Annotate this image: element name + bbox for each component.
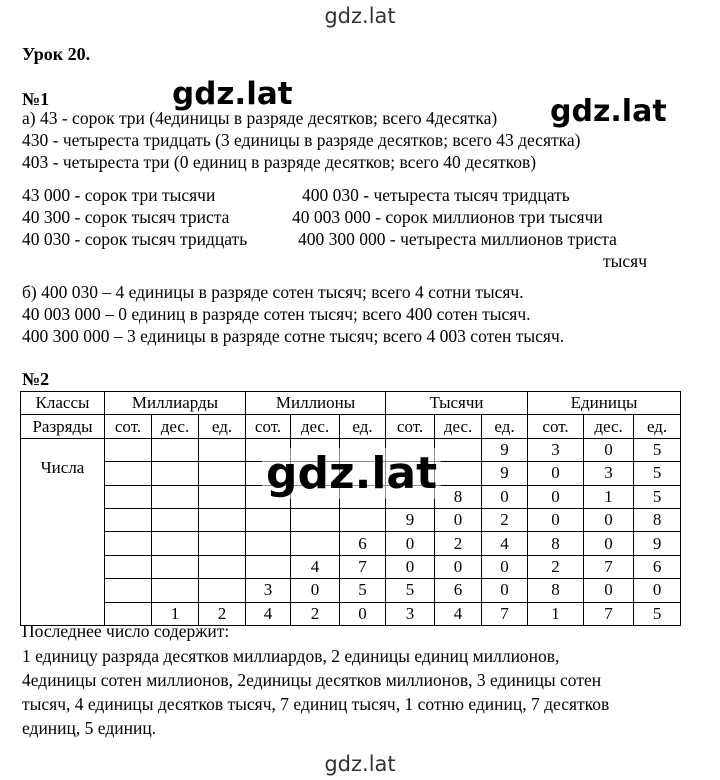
watermark-top: gdz.lat [324,4,396,28]
rank-header: дес. [435,415,482,438]
digit-cell [246,532,291,555]
digit-cell [105,508,152,531]
digit-cell: 0 [291,579,340,602]
conclusion-line: 1 единицу разряда десятков миллиардов, 2 единицы единиц миллионов, [22,646,560,666]
digit-cell [199,438,246,461]
digit-cell: 9 [386,508,435,531]
digit-cell: 0 [584,438,634,461]
digit-cell: 7 [482,602,528,625]
digit-cell: 4 [291,555,340,578]
class-header: Единицы [528,392,681,415]
digit-cell: 5 [634,462,681,485]
digit-cell: 5 [634,438,681,461]
rank-header: дес. [291,415,340,438]
digit-cell [435,438,482,461]
digit-cell: 0 [435,508,482,531]
task1-line-b1: б) 400 030 – 4 единицы в разряде сотен тысяч; всего 4 сотни тысяч. [22,282,524,302]
conclusion-line: единиц, 5 единиц. [22,718,157,738]
digit-cell: 1 [152,602,199,625]
task1-right-wrap: тысяч [603,251,648,271]
table-row [21,532,681,555]
rank-header: дес. [584,415,634,438]
rank-header: ед. [199,415,246,438]
digit-cell: 9 [482,438,528,461]
digit-cell [105,485,152,508]
digit-cell: 7 [584,602,634,625]
table-row [21,392,681,415]
task1-right-item: 40 003 000 - сорок миллионов три тысячи [292,207,603,227]
rank-header: ед. [482,415,528,438]
digit-cell: 0 [386,532,435,555]
digit-cell: 0 [482,485,528,508]
class-header: Миллионы [246,392,386,415]
digit-cell: 4 [246,602,291,625]
digit-cell [152,485,199,508]
digit-cell [152,508,199,531]
digit-cell [105,532,152,555]
rank-header: ед. [340,415,386,438]
task1-heading: №1 [22,89,50,109]
lesson-title: Урок 20. [22,44,91,64]
digit-cell: 8 [634,508,681,531]
digit-cell [435,462,482,485]
digit-cell: 7 [340,555,386,578]
place-value-table [20,391,681,626]
rank-header: дес. [152,415,199,438]
numbers-label: Числа [40,457,85,477]
digit-cell: 5 [634,602,681,625]
conclusion-line: тысяч, 4 единицы десятков тысяч, 7 единиц тысяч, 1 сотню единиц, 7 десятков [22,694,610,714]
rank-header: сот. [105,415,152,438]
ranks-label: Разряды [21,415,105,438]
digit-cell [246,508,291,531]
digit-cell: 3 [528,438,584,461]
digit-cell: 5 [340,579,386,602]
digit-cell: 7 [584,555,634,578]
digit-cell: 0 [584,579,634,602]
classes-label: Классы [21,392,105,415]
task1-right-item: 400 300 000 - четыреста миллионов триста [298,229,617,249]
watermark-bottom: gdz.lat [324,752,396,776]
rank-header: ед. [634,415,681,438]
digit-cell [105,579,152,602]
digit-cell: 2 [528,555,584,578]
watermark: gdz.lat [262,448,441,499]
table-row [21,579,681,602]
digit-cell [105,462,152,485]
digit-cell: 3 [386,602,435,625]
task2-heading: №2 [22,369,50,389]
digit-cell: 0 [340,602,386,625]
digit-cell: 3 [584,462,634,485]
digit-cell: 5 [386,579,435,602]
digit-cell [199,532,246,555]
digit-cell: 0 [528,508,584,531]
digit-cell: 2 [482,508,528,531]
watermark: gdz.lat [550,94,667,129]
table-row [21,508,681,531]
digit-cell [291,508,340,531]
rank-header: сот. [386,415,435,438]
digit-cell: 1 [584,485,634,508]
digit-cell: 2 [435,532,482,555]
rank-header: сот. [246,415,291,438]
digit-cell [152,579,199,602]
digit-cell: 9 [634,532,681,555]
digit-cell [105,555,152,578]
digit-cell: 0 [584,508,634,531]
digit-cell: 6 [435,579,482,602]
digit-cell [340,508,386,531]
digit-cell [152,555,199,578]
conclusion-line: 4единицы сотен миллионов, 2единицы десятков миллионов, 3 единицы сотен [22,670,602,690]
digit-cell [199,462,246,485]
digit-cell [199,579,246,602]
digit-cell: 8 [435,485,482,508]
digit-cell: 0 [482,555,528,578]
digit-cell [152,438,199,461]
watermark: gdz.lat [172,76,293,112]
task1-line-a2: 430 - четыреста тридцать (3 единицы в разряде десятков; всего 43 десятка) [22,130,581,150]
digit-cell: 0 [584,532,634,555]
digit-cell [152,462,199,485]
class-header: Тысячи [386,392,528,415]
digit-cell [246,555,291,578]
task1-left-item: 43 000 - сорок три тысячи [22,185,216,205]
digit-cell: 0 [386,555,435,578]
digit-cell [105,438,152,461]
class-header: Миллиарды [105,392,246,415]
digit-cell: 5 [634,485,681,508]
digit-cell [199,485,246,508]
task1-left-item: 40 030 - сорок тысяч тридцать [22,229,248,249]
digit-cell: 9 [482,462,528,485]
digit-cell: 6 [634,555,681,578]
digit-cell: 3 [246,579,291,602]
rank-header: сот. [528,415,584,438]
digit-cell [199,508,246,531]
task1-line-a3: 403 - четыреста три (0 единиц в разряде десятков; всего 40 десятков) [22,152,537,172]
digit-cell: 0 [528,462,584,485]
digit-cell: 6 [340,532,386,555]
task1-right-item: 400 030 - четыреста тысяч тридцать [302,185,570,205]
task1-line-b3: 400 300 000 – 3 единицы в разряде сотне тысяч; всего 4 003 сотен тысяч. [22,326,565,346]
digit-cell: 8 [528,532,584,555]
digit-cell: 0 [528,485,584,508]
table-row [21,415,681,438]
task1-line-a1: а) 43 - сорок три (4единицы в разряде десятков; всего 4десятка) [22,108,498,128]
digit-cell: 2 [199,602,246,625]
conclusion-line: Последнее число содержит: [22,621,230,641]
digit-cell: 8 [528,579,584,602]
table-row [21,555,681,578]
digit-cell: 4 [482,532,528,555]
table-body [21,392,681,626]
digit-cell: 4 [435,602,482,625]
digit-cell: 0 [482,579,528,602]
digit-cell: 1 [528,602,584,625]
digit-cell [291,532,340,555]
task1-left-item: 40 300 - сорок тысяч триста [22,207,230,227]
digit-cell [199,555,246,578]
digit-cell: 0 [435,555,482,578]
digit-cell [152,532,199,555]
task1-line-b2: 40 003 000 – 0 единиц в разряде сотен тысяч; всего 400 сотен тысяч. [22,304,531,324]
numbers-label-cell [21,438,105,625]
digit-cell: 0 [634,579,681,602]
digit-cell: 2 [291,602,340,625]
